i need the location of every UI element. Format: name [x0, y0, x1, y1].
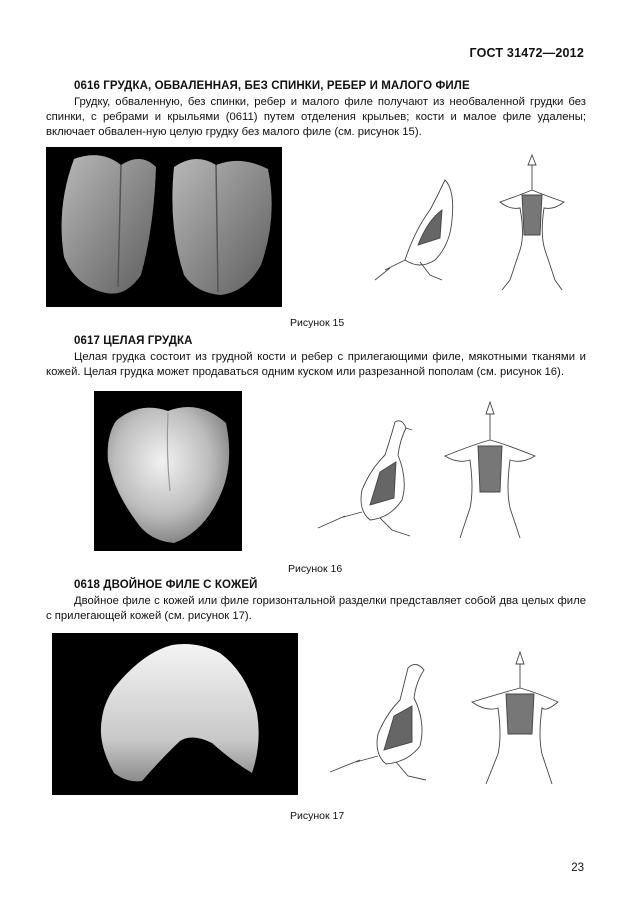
photo-boneless-breast — [46, 147, 282, 307]
section-heading-0618: 0618 ДВОЙНОЕ ФИЛЕ С КОЖЕЙ — [74, 579, 258, 591]
standard-number: ГОСТ 31472—2012 — [469, 46, 584, 60]
section-paragraph-0618: Двойное филе с кожей или филе горизонтальной разделки представляет собой два целых филе с прилегающей кожей (см. рисунок 17). — [46, 595, 586, 622]
diagram-cut-location-15 — [360, 150, 580, 300]
photo-double-fillet-with-skin — [52, 633, 298, 795]
section-paragraph-0617: Целая грудка состоит из грудной кости и ребер с прилегающими филе, мякотными тканями и кожей. Целая грудка может продаваться одним куском или разрезанной пополам (см. рисунок 16). — [46, 351, 586, 378]
diagram-cut-location-17 — [320, 650, 560, 790]
section-heading-0616: 0616 ГРУДКА, ОБВАЛЕННАЯ, БЕЗ СПИНКИ, РЕБЕР И МАЛОГО ФИЛЕ — [74, 80, 470, 92]
section-heading-0617: 0617 ЦЕЛАЯ ГРУДКА — [74, 335, 193, 347]
figure-caption-17: Рисунок 17 — [290, 810, 345, 822]
section-paragraph-0616: Грудку, обваленную, без спинки, ребер и малого филе получают из необваленной грудки без спинки, с ребрами и крыльями (0611) путем отделения крыльев; кости и малое филе удалены; включает обвален-ную целую грудку без малого филе (см. рисунок 15). — [46, 96, 586, 138]
diagram-cut-location-16 — [310, 400, 540, 550]
figure-caption-16: Рисунок 16 — [288, 563, 343, 575]
page-number: 23 — [571, 862, 584, 874]
photo-whole-breast — [94, 391, 242, 551]
figure-caption-15: Рисунок 15 — [290, 317, 345, 329]
